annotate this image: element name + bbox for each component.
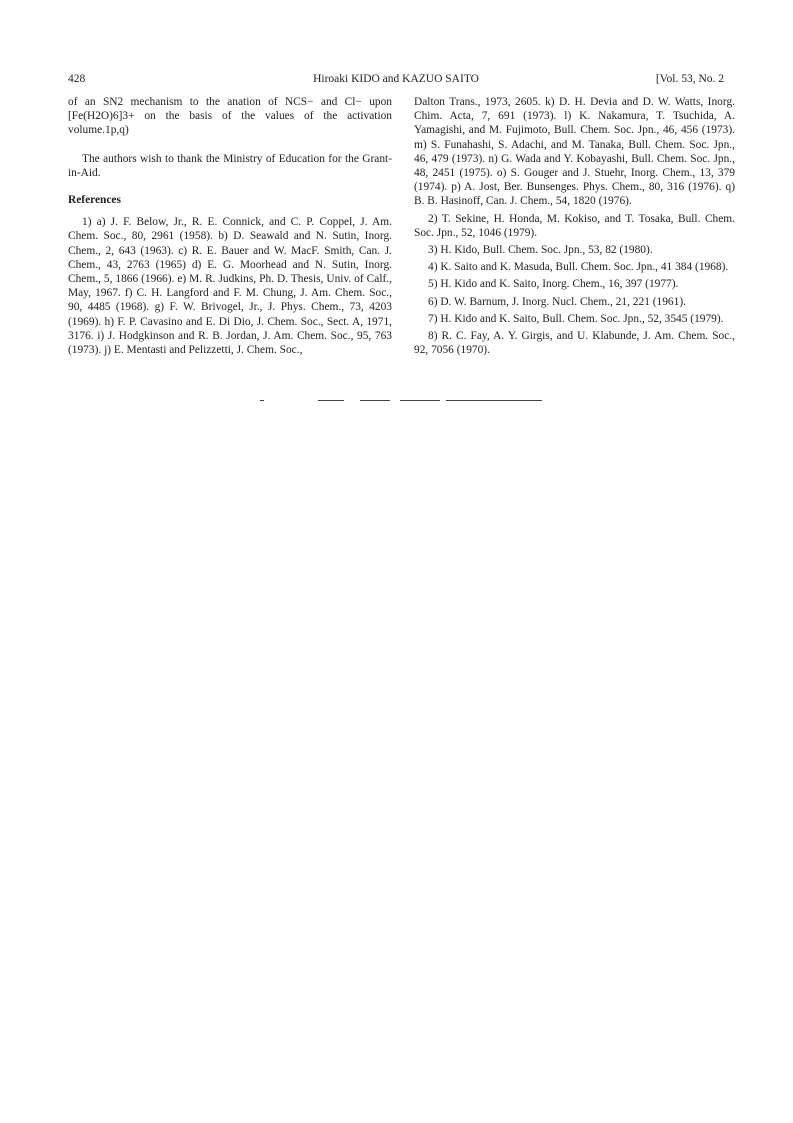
reference-1-continued: Dalton Trans., 1973, 2605. k) D. H. Devia and D. W. Watts, Inorg. Chim. Acta, 7, 691 (1973). l) K. Nakamura, T. Tsuchida, A. Yamagishi, and M. Fujimoto, Bull. Chem. Soc. Jpn., 46, 456 (1973). m) S. Funahashi, S. Adachi, and M. Tanaka, Bull. Chem. Soc. Jpn., 46, 479 (1973). n) G. Wada and Y. Kobayashi, Bull. Chem. Soc. Jpn., 48, 2451 (1975). o) S. Gouger and J. Stuehr, Inorg. Chem., 13, 379 (1974). p) A. Jost, Ber. Bunsenges. Phys. Chem., 80, 316 (1976). q) B. B. Hasinoff, Can. J. Chem., 54, 1820 (1976).: [414, 96, 735, 208]
reference-2: 2) T. Sekine, H. Honda, M. Kokiso, and T. Tosaka, Bull. Chem. Soc. Jpn., 52, 1046 (1979).: [414, 212, 735, 239]
acknowledgment: The authors wish to thank the Ministry of Education for the Grant-in-Aid.: [68, 152, 392, 179]
reference-3: 3) H. Kido, Bull. Chem. Soc. Jpn., 53, 82 (1980).: [428, 244, 653, 257]
reference-8: 8) R. C. Fay, A. Y. Girgis, and U. Klabunde, J. Am. Chem. Soc., 92, 7056 (1970).: [414, 330, 735, 357]
reference-4: 4) K. Saito and K. Masuda, Bull. Chem. Soc. Jpn., 41 384 (1968).: [428, 261, 729, 274]
end-rule: [260, 400, 542, 402]
page-number: 428: [68, 73, 86, 85]
running-authors: Hiroaki KIDO and KAZUO SAITO: [313, 73, 479, 85]
volume-info: [Vol. 53, No. 2: [655, 73, 724, 85]
reference-6: 6) D. W. Barnum, J. Inorg. Nucl. Chem., 21, 221 (1961).: [428, 295, 686, 308]
right-column: [414, 95, 735, 360]
rule-segment: [318, 400, 344, 401]
reference-7: 7) H. Kido and K. Saito, Bull. Chem. Soc. Jpn., 52, 3545 (1979).: [428, 312, 724, 325]
references-heading: References: [68, 194, 121, 207]
rule-segment: [360, 400, 390, 401]
rule-segment: [260, 400, 264, 401]
rule-segment: [446, 400, 542, 401]
reference-1: 1) a) J. F. Below, Jr., R. E. Connick, and C. P. Coppel, J. Am. Chem. Soc., 80, 2961 (1958). b) D. Seawald and N. Sutin, Inorg. Chem., 2, 643 (1963). c) R. E. Bauer and W. MacF. Smith, Can. J. Chem., 43, 2763 (1965) d) E. G. Moorhead and N. Sutin, Inorg. Chem., 5, 1866 (1966). e) M. R. Judkins, Ph. D. Thesis, Univ. of Calf., May, 1967. f) C. H. Langford and F. M. Chung, J. Am. Chem. Soc., 90, 4485 (1968). g) F. W. Brivogel, Jr., J. Phys. Chem., 73, 4203 (1969). h) F. P. Cavasino and E. Di Dio, J. Chem. Soc., Sect. A, 1971, 3176. i) J. Hodgkinson and R. B. Jordan, J. Am. Chem. Soc., 95, 763 (1973). j) E. Mentasti and Pelizzetti, J. Chem. Soc.,: [68, 216, 392, 357]
reference-5: 5) H. Kido and K. Saito, Inorg. Chem., 16, 397 (1977).: [428, 278, 679, 291]
rule-segment: [400, 400, 440, 401]
running-header: [68, 72, 724, 88]
conclusion-paragraph: of an SN2 mechanism to the anation of NCS− and Cl− upon [Fe(H2O)6]3+ on the basis of the values of the activation volume.1p,q): [68, 96, 392, 137]
left-column: [68, 95, 392, 360]
